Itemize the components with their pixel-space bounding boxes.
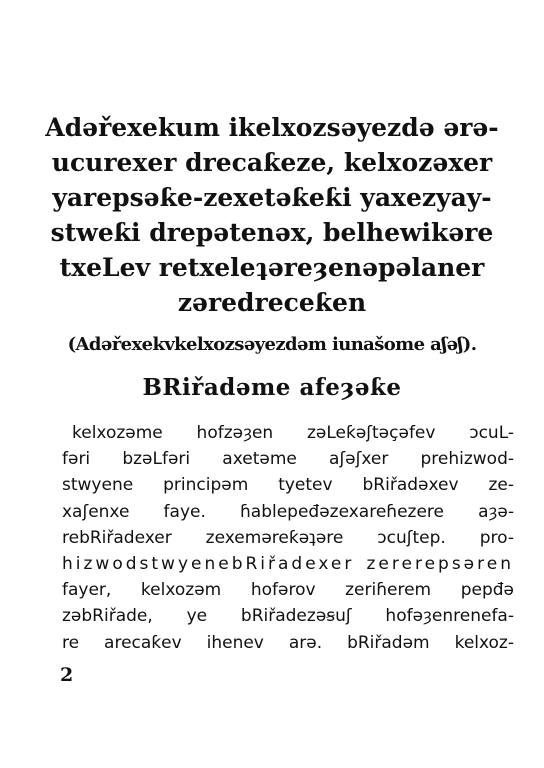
body-line: stwyene principəm tyetev bRiřadəxev ze- [62,475,514,496]
title-line: txeLev retxeleʇəreȝenəpəlaner [59,253,485,282]
body-paragraph [62,420,514,656]
body-line: zəbRiřade, ye bRiřadezəꞩuʃ hofəȝenrenefa- [62,606,514,627]
title-line: zəredreceƙen [177,288,367,317]
body-line: fəri bzəLfəri axetəme aʃəʃxer prehizwod- [62,449,514,470]
title-line: ucurexer drecaƙeze, kelxozəxer [51,148,493,177]
title-line: Adəřexekum ikelxozsəyezdə ərə- [45,113,499,142]
body-line: kelxozəme hofzəȝen zəLeƙəʃtəçəfev ɔcuL- [72,423,514,443]
title-line: stweƙi drepətenəx, belhewikəre [50,218,494,247]
body-line: fayer, kelxozəm hofərov zeriɦerem pepđə [62,580,514,601]
page-number: 2 [60,664,74,686]
section-heading: BRiřadəme afeȝəƙe [142,374,402,401]
body-line: xaʃenxe faye. ɦablepeđəzexareɦezere aȝə- [62,501,514,522]
subtitle: (Adəřexekvkelxozsəyezdəm iunašome aʃəʃ). [67,334,477,355]
page-title [28,110,516,320]
title-line: yarepsəƙe-zexetəƙeƙi yaxezyay- [52,183,492,212]
body-line: rebRiřadexer zexeməreƙəʇəre ɔcuʃtep. pro- [62,527,514,548]
body-line: hizwodstwyenebRiřadexer zererepsəren [62,554,514,575]
body-line: re arecaƙev ihenev arə. bRiřadəm kelxoz- [62,632,514,653]
